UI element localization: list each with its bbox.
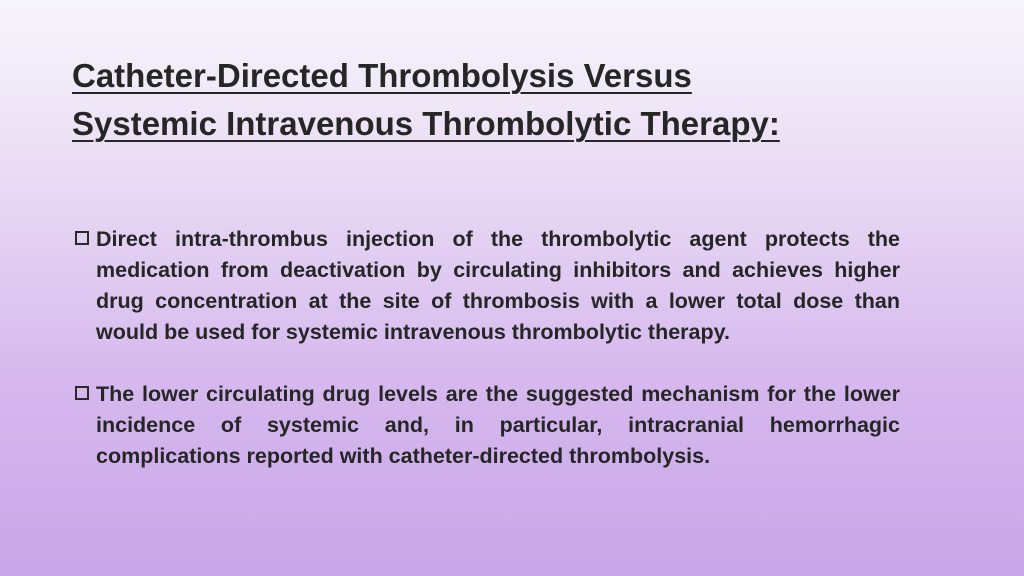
bullet-item-1 [74, 224, 900, 348]
slide-title-line-2: Systemic Intravenous Thrombolytic Therapy: [72, 105, 780, 142]
bullet-list [74, 224, 900, 472]
slide-title-line-1: Catheter-Directed Thrombolysis Versus [72, 57, 692, 94]
slide-title [72, 52, 952, 148]
bullet-item-2 [74, 379, 900, 472]
checkbox-icon [75, 231, 89, 245]
checkbox-icon [75, 386, 89, 400]
bullet-text-1: Direct intra-thrombus injection of the thrombolytic agent protects the medication from deactivation by circulating inhibitors and achieves higher drug concentration at the site of thrombosis with a lower total dose than would be used for systemic intravenous thrombolytic therapy. [96, 227, 900, 344]
bullet-text-2: The lower circulating drug levels are the suggested mechanism for the lower incidence of systemic and, in particular, intracranial hemorrhagic complications reported with catheter-directed thrombolysis. [96, 382, 900, 468]
